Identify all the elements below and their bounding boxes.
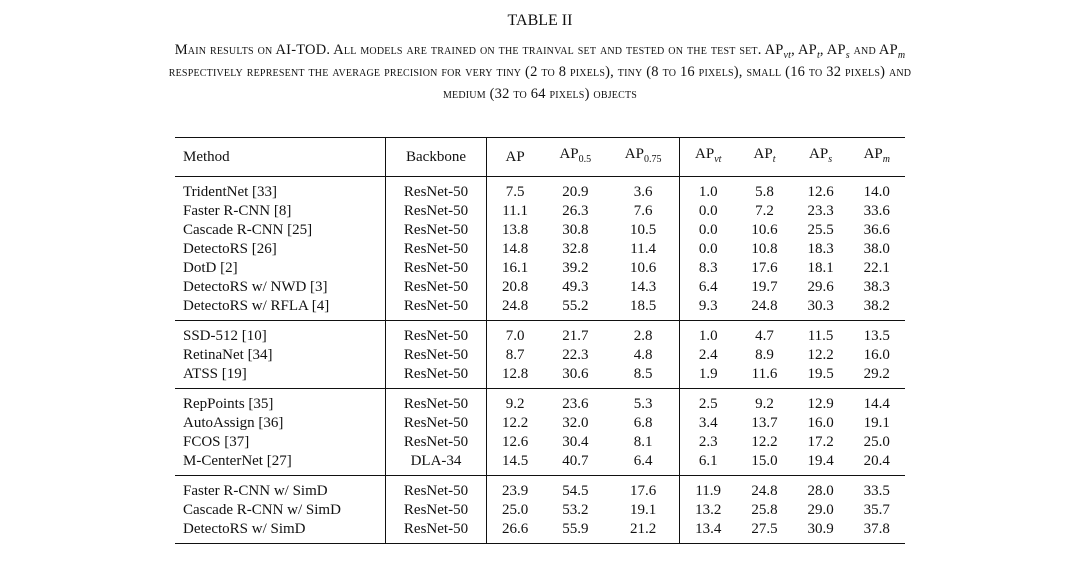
- table-row: [175, 414, 905, 433]
- cell-apvt: 13.4: [695, 521, 722, 537]
- cell-ap075: 8.1: [607, 433, 679, 452]
- cell-apm: 16.0: [863, 347, 890, 363]
- cell-ap: 14.8: [502, 241, 529, 257]
- cell-aps: 12.9: [807, 396, 834, 412]
- cell-backbone: ResNet-50: [386, 520, 487, 544]
- cell-aps: 16.0: [807, 415, 834, 431]
- cell-apt: 9.2: [755, 396, 774, 412]
- cell-backbone: ResNet-50: [386, 433, 487, 452]
- caption-line-2: respectively represent the average precision for very tiny (2 to 8 pixels), tiny (8 to 16 pixels), small (16 to 32 pixels) and: [168, 64, 912, 80]
- table-row: [175, 520, 905, 544]
- cell-ap05: 26.3: [562, 203, 589, 219]
- cell-apt: 19.7: [751, 279, 778, 295]
- cell-ap05: 55.2: [562, 298, 589, 314]
- cell-ap075: 8.5: [607, 365, 679, 389]
- cell-method: DetectoRS w/ NWD [3]: [183, 279, 328, 295]
- cell-ap075: 18.5: [607, 297, 679, 321]
- cell-ap075: 7.6: [607, 202, 679, 221]
- cell-apvt: 1.9: [698, 366, 718, 382]
- cell-apm: 38.0: [863, 241, 890, 257]
- cell-apvt: 8.3: [698, 260, 718, 276]
- cell-method: DotD [2]: [183, 260, 238, 276]
- cell-backbone: ResNet-50: [386, 278, 487, 297]
- cell-method: Faster R-CNN w/ SimD: [183, 483, 328, 499]
- cell-aps: 18.3: [807, 241, 834, 257]
- cell-method: TridentNet [33]: [183, 184, 278, 200]
- table-row: [175, 259, 905, 278]
- cell-apt: 10.8: [751, 241, 778, 257]
- cell-aps: 19.4: [807, 453, 834, 469]
- cell-apm: 33.5: [863, 483, 890, 499]
- cell-apm: 14.4: [863, 396, 890, 412]
- cell-ap075: 6.4: [607, 452, 679, 476]
- cell-apm: 33.6: [863, 203, 890, 219]
- cell-apm: 38.3: [863, 279, 890, 295]
- header-ap05: $AP_{0.5}$: [559, 146, 592, 165]
- cell-ap: 14.5: [502, 453, 529, 469]
- cell-apt: 24.8: [751, 298, 778, 314]
- table-group: [175, 321, 905, 389]
- cell-apm: 19.1: [863, 415, 890, 431]
- cell-apt: 17.6: [751, 260, 778, 276]
- cell-apvt: 0.0: [698, 203, 718, 219]
- cell-ap: 12.8: [502, 366, 529, 382]
- cell-aps: 25.5: [807, 222, 834, 238]
- cell-apvt: 3.4: [698, 415, 718, 431]
- cell-apt: 12.2: [751, 434, 778, 450]
- cell-ap: 11.1: [502, 203, 528, 219]
- cell-method: DetectoRS [26]: [183, 241, 277, 257]
- cell-apt: 11.6: [751, 366, 778, 382]
- cell-ap: 25.0: [502, 502, 529, 518]
- header-apt: $AP_t$: [753, 146, 776, 165]
- cell-apvt: 2.3: [698, 434, 718, 450]
- cell-apvt: 9.3: [698, 298, 718, 314]
- cell-ap075: 3.6: [607, 177, 679, 203]
- table-row: [175, 240, 905, 259]
- cell-apt: 25.8: [751, 502, 778, 518]
- cell-ap: 13.8: [502, 222, 529, 238]
- table-row: [175, 452, 905, 476]
- cell-ap: 12.6: [502, 434, 529, 450]
- cell-ap05: 20.9: [562, 184, 589, 200]
- cell-ap05: 49.3: [562, 279, 589, 295]
- cell-backbone: ResNet-50: [386, 501, 487, 520]
- cell-backbone: DLA-34: [386, 452, 487, 476]
- cell-ap: 7.5: [505, 184, 525, 200]
- cell-backbone: ResNet-50: [386, 177, 487, 203]
- cell-ap05: 23.6: [562, 396, 589, 412]
- cell-ap05: 32.8: [562, 241, 589, 257]
- cell-aps: 29.0: [807, 502, 834, 518]
- cell-apm: 38.2: [863, 298, 890, 314]
- cell-apt: 5.8: [755, 184, 774, 200]
- cell-apm: 20.4: [863, 453, 890, 469]
- cell-method: Faster R-CNN [8]: [183, 203, 292, 219]
- cell-method: M-CenterNet [27]: [183, 453, 292, 469]
- cell-backbone: ResNet-50: [386, 365, 487, 389]
- cell-apt: 24.8: [751, 483, 778, 499]
- header-aps: $AP_s$: [809, 146, 833, 165]
- table-row: [175, 297, 905, 321]
- cell-apvt: 1.0: [698, 184, 718, 200]
- cell-method: SSD-512 [10]: [183, 328, 267, 344]
- cell-method: Cascade R-CNN w/ SimD: [183, 502, 341, 518]
- cell-backbone: ResNet-50: [386, 414, 487, 433]
- cell-method: RetinaNet [34]: [183, 347, 273, 363]
- table-row: [175, 278, 905, 297]
- cell-ap: 24.8: [502, 298, 529, 314]
- table-row: [175, 476, 905, 502]
- cell-ap05: 40.7: [562, 453, 589, 469]
- table-row: [175, 433, 905, 452]
- cell-apvt: 0.0: [698, 222, 718, 238]
- cell-backbone: ResNet-50: [386, 476, 487, 502]
- cell-apvt: 0.0: [698, 241, 718, 257]
- cell-ap075: 19.1: [607, 501, 679, 520]
- header-ap: AP: [505, 148, 525, 165]
- table-row: [175, 221, 905, 240]
- table-row: [175, 346, 905, 365]
- cell-method: RepPoints [35]: [183, 396, 274, 412]
- cell-apm: 22.1: [863, 260, 890, 276]
- cell-apt: 10.6: [751, 222, 778, 238]
- table-label: TABLE II: [507, 12, 573, 29]
- cell-method: DetectoRS w/ SimD: [183, 521, 306, 537]
- cell-backbone: ResNet-50: [386, 346, 487, 365]
- header-ap075: $AP_{0.75}$: [607, 138, 679, 177]
- table-group: [175, 389, 905, 476]
- cell-apt: 15.0: [751, 453, 778, 469]
- cell-apm: 29.2: [863, 366, 890, 382]
- cell-apt: 4.7: [755, 328, 774, 344]
- cell-apvt: 6.1: [698, 453, 718, 469]
- cell-backbone: ResNet-50: [386, 259, 487, 278]
- cell-backbone: ResNet-50: [386, 221, 487, 240]
- table-row: [175, 501, 905, 520]
- cell-ap075: 14.3: [607, 278, 679, 297]
- cell-ap075: 6.8: [607, 414, 679, 433]
- cell-ap075: 11.4: [607, 240, 679, 259]
- cell-ap075: 4.8: [607, 346, 679, 365]
- cell-ap: 8.7: [505, 347, 525, 363]
- cell-ap05: 30.4: [562, 434, 589, 450]
- header-apm: $AP_m$: [863, 146, 891, 165]
- cell-method: Cascade R-CNN [25]: [183, 222, 313, 238]
- cell-ap: 12.2: [502, 415, 529, 431]
- cell-aps: 12.2: [807, 347, 834, 363]
- table-row: [175, 202, 905, 221]
- cell-method: ATSS [19]: [183, 366, 247, 382]
- cell-apvt: 13.2: [695, 502, 722, 518]
- cell-apt: 8.9: [755, 347, 774, 363]
- cell-ap075: 10.6: [607, 259, 679, 278]
- header-row: [175, 138, 905, 177]
- cell-apm: 14.0: [863, 184, 890, 200]
- cell-ap05: 39.2: [562, 260, 589, 276]
- cell-ap05: 55.9: [562, 521, 589, 537]
- header-method: Method: [183, 148, 230, 165]
- cell-ap075: 21.2: [607, 520, 679, 544]
- results-table: [175, 137, 905, 544]
- cell-ap05: 54.5: [562, 483, 589, 499]
- caption-line-1: Main results on AI-TOD. All models are trained on the trainval set and tested on the test set. $AP_{vt}$, $AP_t$, $AP_s$ and $AP_m$: [174, 42, 906, 61]
- cell-ap05: 30.6: [562, 366, 589, 382]
- table-row: [175, 365, 905, 389]
- cell-aps: 23.3: [807, 203, 834, 219]
- cell-aps: 11.5: [807, 328, 834, 344]
- cell-apt: 13.7: [751, 415, 778, 431]
- cell-ap: 16.1: [502, 260, 529, 276]
- cell-backbone: ResNet-50: [386, 240, 487, 259]
- cell-apm: 13.5: [863, 328, 890, 344]
- cell-aps: 30.3: [807, 298, 834, 314]
- cell-ap05: 32.0: [562, 415, 589, 431]
- cell-ap075: 17.6: [607, 476, 679, 502]
- cell-aps: 28.0: [807, 483, 834, 499]
- cell-ap: 26.6: [502, 521, 529, 537]
- caption-line-3: medium (32 to 64 pixels) objects: [442, 86, 638, 102]
- cell-ap05: 30.8: [562, 222, 589, 238]
- cell-apm: 25.0: [863, 434, 890, 450]
- cell-apm: 37.8: [863, 521, 890, 537]
- cell-ap: 7.0: [505, 328, 525, 344]
- cell-ap075: 5.3: [607, 389, 679, 415]
- cell-method: AutoAssign [36]: [183, 415, 284, 431]
- cell-apvt: 6.4: [698, 279, 718, 295]
- cell-ap075: 2.8: [607, 321, 679, 347]
- cell-apvt: 2.5: [698, 396, 718, 412]
- cell-backbone: ResNet-50: [386, 202, 487, 221]
- cell-aps: 29.6: [807, 279, 834, 295]
- cell-apm: 36.6: [863, 222, 890, 238]
- cell-ap05: 21.7: [562, 328, 589, 344]
- cell-backbone: ResNet-50: [386, 389, 487, 415]
- cell-backbone: ResNet-50: [386, 297, 487, 321]
- cell-method: FCOS [37]: [183, 434, 250, 450]
- cell-apvt: 11.9: [695, 483, 722, 499]
- cell-ap075: 10.5: [607, 221, 679, 240]
- cell-aps: 12.6: [807, 184, 834, 200]
- table-header: [175, 138, 905, 177]
- cell-aps: 17.2: [807, 434, 834, 450]
- header-backbone: Backbone: [386, 138, 487, 177]
- cell-backbone: ResNet-50: [386, 321, 487, 347]
- cell-ap: 9.2: [505, 396, 525, 412]
- cell-ap: 20.8: [502, 279, 529, 295]
- cell-ap: 23.9: [502, 483, 529, 499]
- cell-apt: 27.5: [751, 521, 778, 537]
- table-row: [175, 389, 905, 415]
- cell-apt: 7.2: [755, 203, 774, 219]
- cell-ap05: 53.2: [562, 502, 589, 518]
- cell-apm: 35.7: [863, 502, 890, 518]
- table-group: [175, 177, 905, 321]
- cell-apvt: 1.0: [698, 328, 718, 344]
- header-apvt: $AP_{vt}$: [695, 146, 722, 165]
- cell-apvt: 2.4: [698, 347, 718, 363]
- cell-aps: 19.5: [807, 366, 834, 382]
- cell-aps: 30.9: [807, 521, 834, 537]
- cell-aps: 18.1: [807, 260, 834, 276]
- table-row: [175, 177, 905, 203]
- table-group: [175, 476, 905, 544]
- cell-method: DetectoRS w/ RFLA [4]: [183, 298, 330, 314]
- table-row: [175, 321, 905, 347]
- cell-ap05: 22.3: [562, 347, 589, 363]
